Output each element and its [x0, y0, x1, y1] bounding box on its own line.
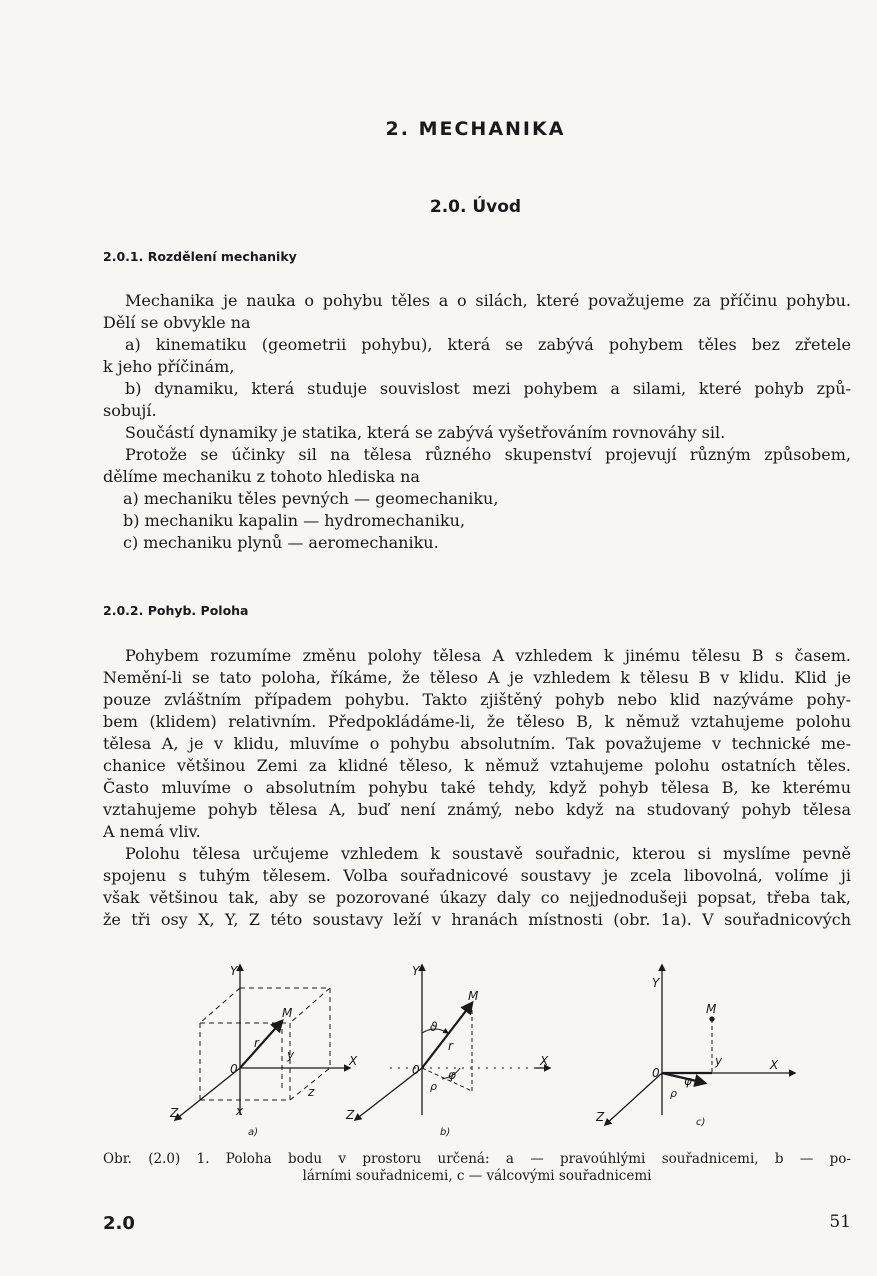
label-rho: ρ [670, 1087, 677, 1100]
footer-section-number: 2.0 [103, 1213, 135, 1234]
text-line: že tři osy X, Y, Z této soustavy leží v hranách místnosti (obr. 1a). V souřadnicových [103, 910, 851, 929]
point-M [710, 1017, 714, 1021]
box-dashed [200, 988, 330, 1100]
label-M: M [468, 989, 479, 1003]
label-y: y [287, 1048, 295, 1062]
label-rho: ρ [430, 1080, 437, 1093]
z-axis-line [605, 1073, 662, 1125]
text-line: tělesa A, je v klidu, mluvíme o pohybu absolutním. Tak považujeme v technické me- [103, 734, 851, 753]
coordinate-figure [150, 955, 810, 1140]
text-line: b) dynamiku, která studuje souvislost mezi pohybem a silami, které pohyb způ- [125, 379, 851, 398]
label-Z: Z [346, 1108, 355, 1122]
text-line: Často mluvíme o absolutním pohybu také tehdy, když pohyb tělesa B, ke kterému [103, 778, 851, 797]
figure-caption [103, 1151, 851, 1185]
label-Z: Z [596, 1110, 605, 1124]
diagram-a-cartesian [169, 964, 358, 1138]
text-line: Protože se účinky sil na tělesa různého skupenství projevují různým způsobem, [125, 445, 851, 464]
label-r: r [254, 1036, 259, 1050]
label-b: b) [440, 1127, 451, 1138]
subsection-1-body [103, 290, 851, 554]
label-r: r [448, 1039, 453, 1053]
label-Z: Z [170, 1106, 179, 1120]
text-line: a) mechaniku těles pevných — geomechaniku, [123, 489, 499, 508]
label-X: X [770, 1058, 779, 1072]
position-vector [240, 1021, 282, 1068]
text-line: pouze zvláštním případem pohybu. Takto zjištěný pohyb nebo klid nazýváme pohy- [103, 690, 851, 709]
label-X: X [349, 1054, 358, 1068]
label-M: M [282, 1006, 293, 1020]
position-vector [422, 1003, 472, 1068]
text-line: k jeho příčinám, [103, 357, 235, 376]
text-line: Součástí dynamiky je statika, která se zabývá vyšetřováním rovnováhy sil. [125, 423, 726, 442]
label-origin: 0 [230, 1062, 238, 1076]
text-line: c) mechaniku plynů — aeromechaniku. [123, 533, 439, 552]
label-M: M [706, 1002, 717, 1016]
label-origin: 0 [412, 1063, 420, 1077]
text-line: chanice většinou Zemi za klidné těleso, k němuž vztahujeme polohu ostatních těles. [103, 756, 851, 775]
text-line: bem (klidem) relativním. Předpokládáme-li, že těleso B, k němuž vztahujeme polohu [103, 712, 851, 731]
label-theta: ϑ [430, 1020, 438, 1034]
chapter-title: 2. MECHANIKA [385, 118, 566, 140]
diagram-b-polar [345, 964, 550, 1138]
text-line: Nemění-li se tato poloha, říkáme, že těleso A je vzhledem k tělesu B v klidu. Klid je [103, 668, 851, 687]
diagram-c-cylindrical [595, 965, 795, 1128]
label-origin: 0 [652, 1066, 660, 1080]
subsection-2-body [103, 645, 851, 931]
label-Y: Y [652, 976, 660, 990]
label-X: X [540, 1054, 549, 1068]
caption-line-2: lárními souřadnicemi, c — válcovými souřadnicemi [302, 1168, 652, 1184]
caption-line-1: Obr. (2.0) 1. Poloha bodu v prostoru určená: a — pravoúhlými souřadnicemi, b — po- [103, 1151, 851, 1167]
text-line: a) kinematiku (geometrii pohybu), která se zabývá pohybem těles bez zřetele [125, 335, 851, 354]
text-line: spojenu s tuhým tělesem. Volba souřadnicové soustavy je zcela libovolná, volíme ji [103, 866, 851, 885]
text-line: však většinou tak, aby se pozorované úkazy daly co nejjednodušeji popsat, třeba tak, [103, 888, 851, 907]
text-line: b) mechaniku kapalin — hydromechaniku, [123, 511, 466, 530]
label-x: x [236, 1104, 244, 1118]
text-line: Pohybem rozumíme změnu polohy tělesa A vzhledem k jinému tělesu B s časem. [125, 646, 851, 665]
text-line: A nemá vliv. [103, 822, 201, 841]
subsection-title-1: 2.0.1. Rozdělení mechaniky [103, 249, 297, 264]
section-title: 2.0. Úvod [429, 197, 522, 217]
label-Y: Y [230, 964, 238, 978]
text-line: dělíme mechaniku z tohoto hlediska na [103, 467, 420, 486]
label-Y: Y [412, 964, 420, 978]
label-z: z [308, 1085, 315, 1099]
subsection-title-2: 2.0.2. Pohyb. Poloha [103, 603, 249, 618]
label-phi: φ [684, 1074, 692, 1088]
label-c: c) [696, 1117, 706, 1128]
label-a: a) [248, 1127, 259, 1138]
label-y: y [715, 1054, 723, 1068]
text-line: vztahujeme pohyb tělesa A, buď není známý, nebo když na studovaný pohyb tělesa [103, 800, 851, 819]
label-phi: φ [448, 1068, 456, 1082]
text-line: Mechanika je nauka o pohybu těles a o silách, které považujeme za příčinu pohybu. [125, 291, 851, 310]
text-line: Dělí se obvykle na [103, 313, 251, 332]
page-number: 51 [829, 1212, 851, 1232]
text-line: Polohu tělesa určujeme vzhledem k soustavě souřadnic, kterou si myslíme pevně [125, 844, 851, 863]
text-line: sobují. [103, 401, 157, 420]
